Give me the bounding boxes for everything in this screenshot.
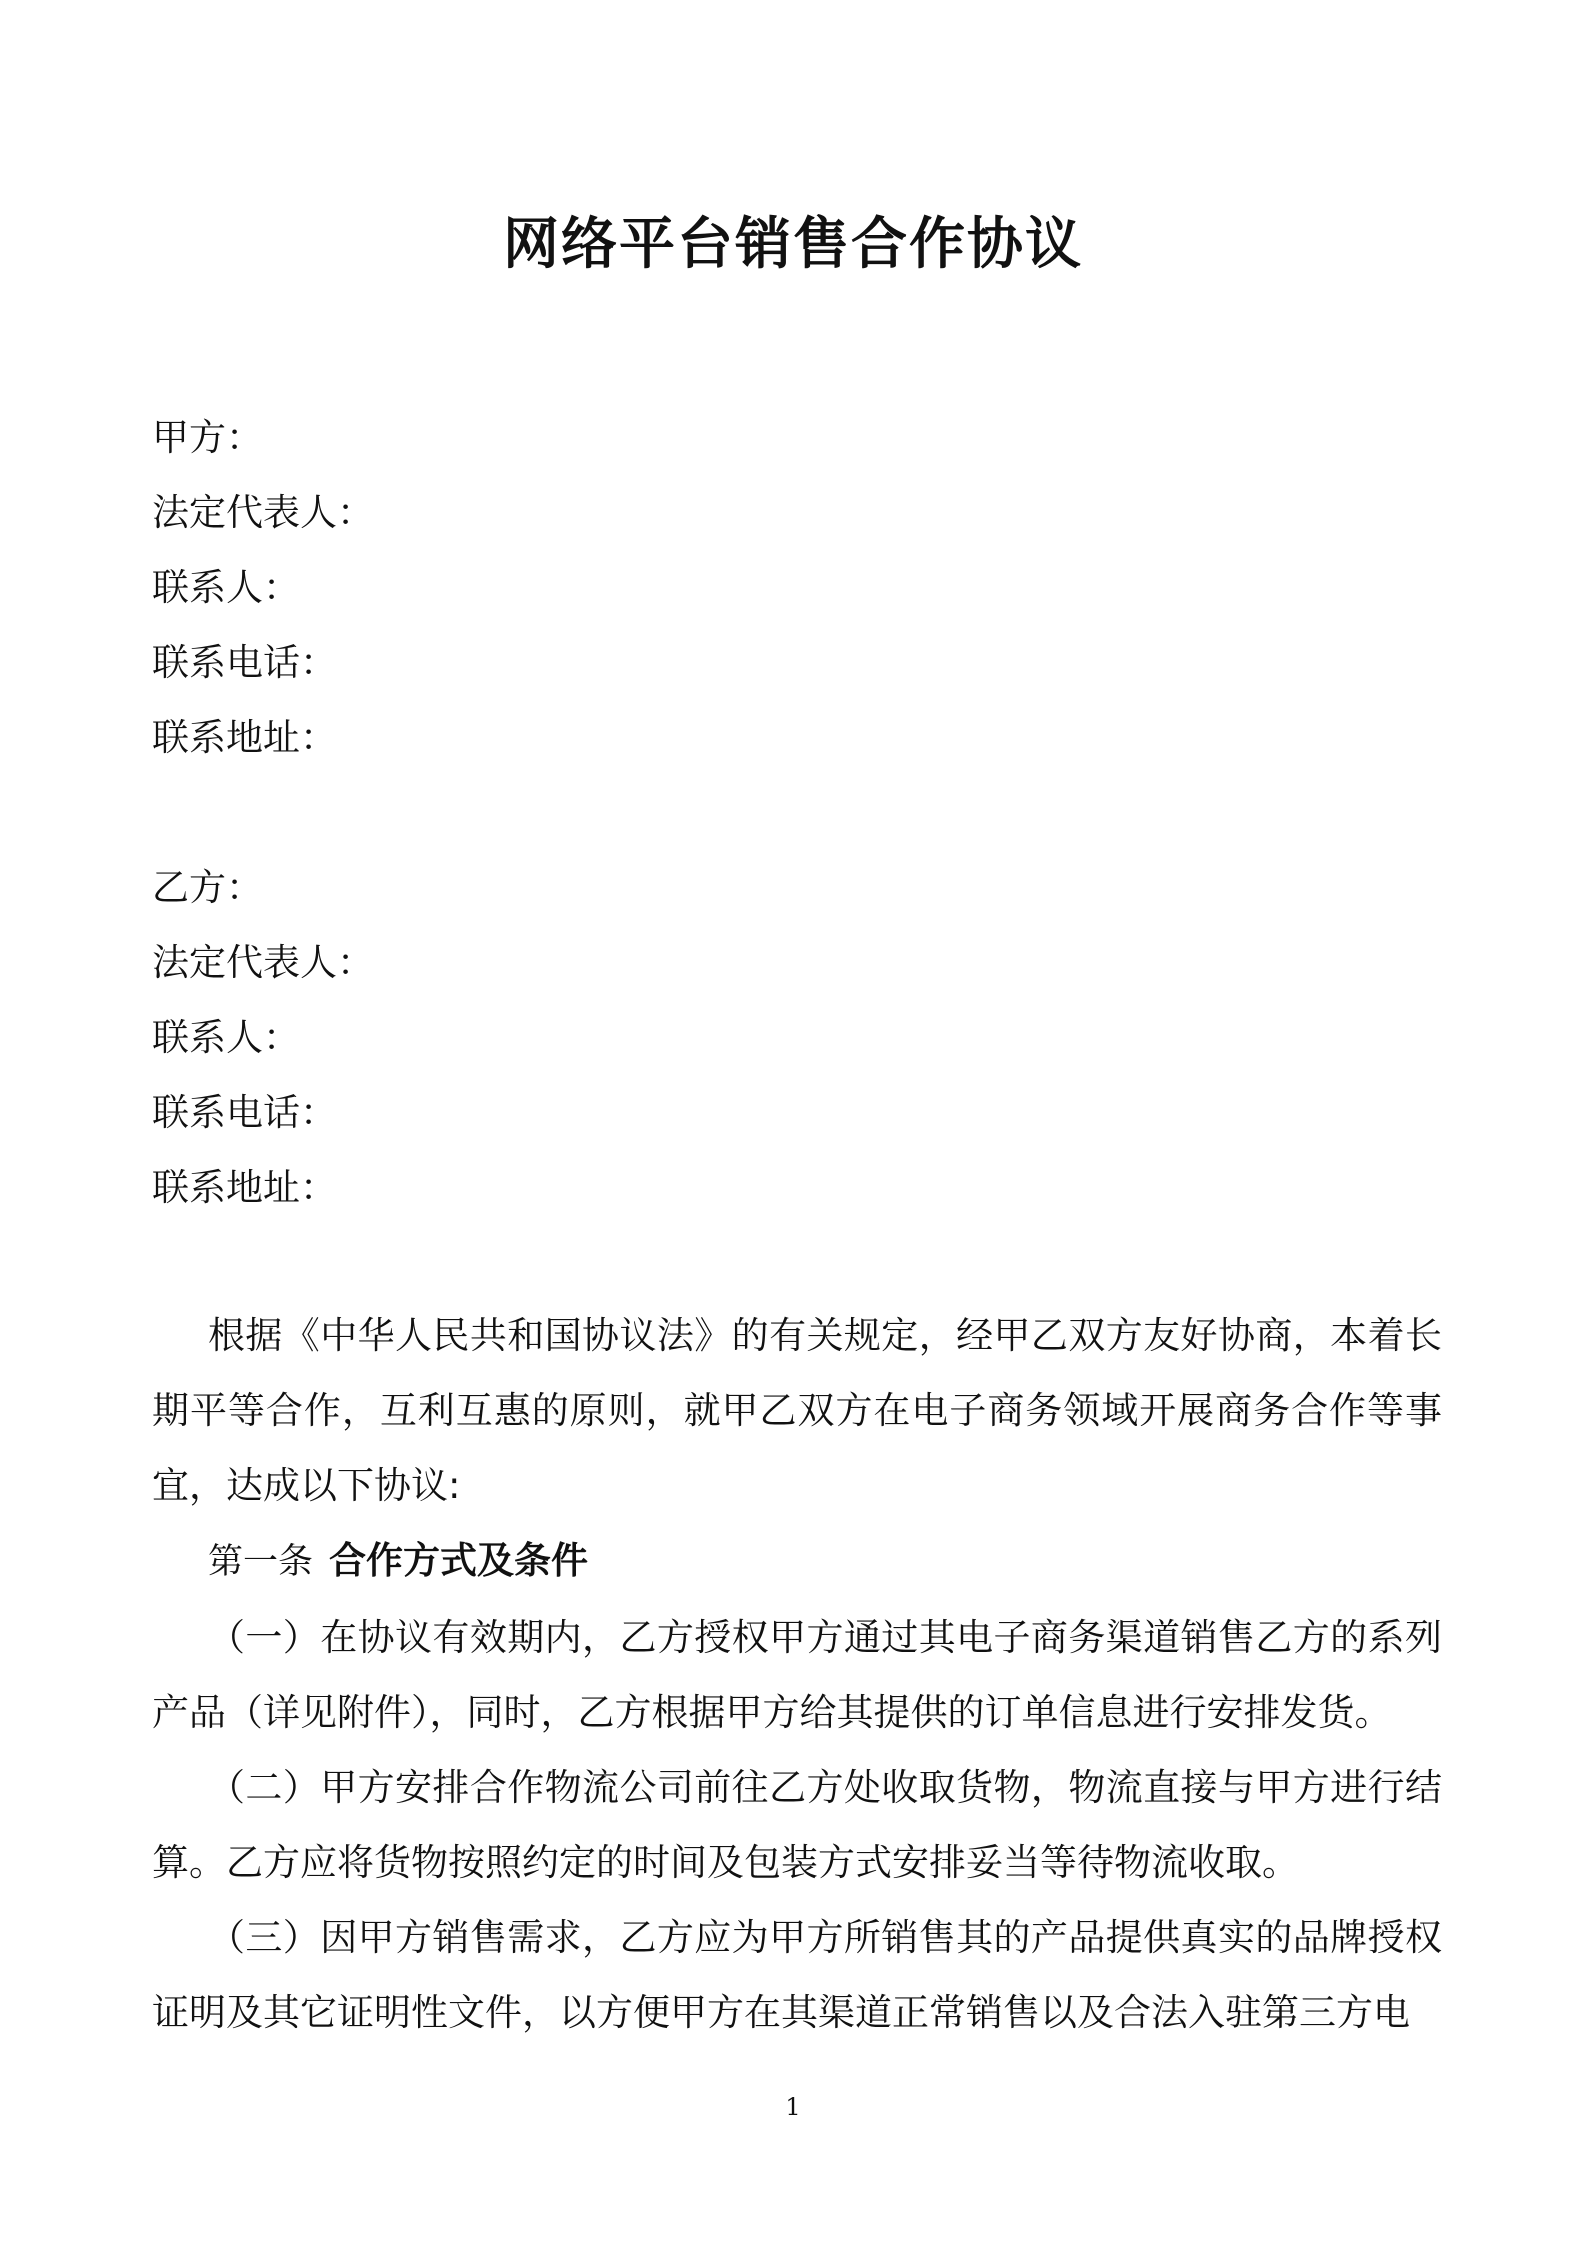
party-b-legal-rep: 法定代表人： bbox=[152, 941, 374, 984]
article-1-heading bbox=[152, 1523, 1442, 1600]
page-number: 1 bbox=[785, 2093, 801, 2121]
article-1-number: 第一条 bbox=[208, 1542, 314, 1582]
party-b-label: 乙方： bbox=[152, 866, 263, 909]
clause-1: （一）在协议有效期内，乙方授权甲方通过其电子商务渠道销售乙方的系列产品（详见附件），同时，乙方根据甲方给其提供的订单信息进行安排发货。 bbox=[152, 1616, 1442, 1734]
party-a-legal-rep: 法定代表人： bbox=[152, 491, 374, 534]
party-b-address: 联系地址： bbox=[152, 1166, 337, 1209]
party-a-label: 甲方： bbox=[152, 416, 263, 459]
party-a-contact: 联系人： bbox=[152, 566, 300, 609]
party-a-block bbox=[152, 400, 374, 775]
party-b-block bbox=[152, 850, 374, 1225]
clause-2: （二）甲方安排合作物流公司前往乙方处收取货物，物流直接与甲方进行结算。乙方应将货物按照约定的时间及包装方式安排妥当等待物流收取。 bbox=[152, 1766, 1442, 1884]
party-a-address: 联系地址： bbox=[152, 716, 337, 759]
intro-paragraph: 根据《中华人民共和国协议法》的有关规定，经甲乙双方友好协商，本着长期平等合作，互利互惠的原则，就甲乙双方在电子商务领域开展商务合作等事宜，达成以下协议: bbox=[152, 1314, 1442, 1507]
document-title: 网络平台销售合作协议 bbox=[503, 212, 1083, 277]
clause-3: （三）因甲方销售需求，乙方应为甲方所销售其的产品提供真实的品牌授权证明及其它证明性文件，以方便甲方在其渠道正常销售以及合法入驻第三方电 bbox=[152, 1916, 1442, 2034]
article-1-name: 合作方式及条件 bbox=[329, 1539, 589, 1582]
agreement-body bbox=[152, 1298, 1442, 2050]
party-a-phone: 联系电话： bbox=[152, 641, 337, 684]
party-b-contact: 联系人： bbox=[152, 1016, 300, 1059]
party-b-phone: 联系电话： bbox=[152, 1091, 337, 1134]
